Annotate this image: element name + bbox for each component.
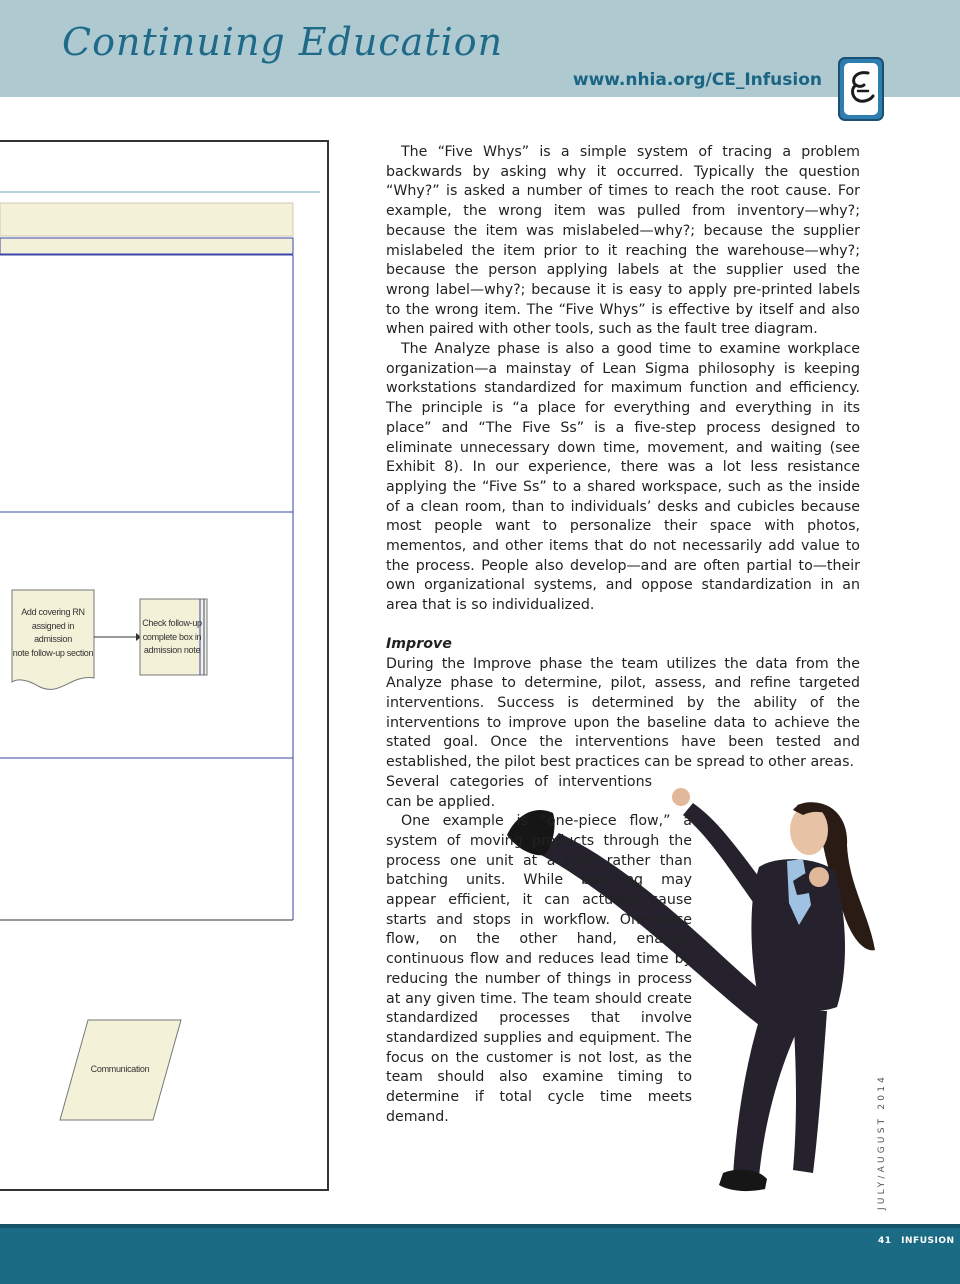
- magazine-name: INFUSION: [901, 1236, 955, 1246]
- folio: [878, 1236, 955, 1246]
- flow-step-add-covering-rn: Add covering RN assigned in admission note follow-up section: [12, 607, 94, 658]
- page-header: [0, 0, 960, 97]
- paragraph-analyze-phase: The Analyze phase is also a good time to examine workplace organization—a mainstay of Lean Sigma philosophy is keeping workstations standardized for maximum function and efficiency. The principle is “a place for everything and everything in its place” and “The Five Ss” is a five-step process designed to eliminate unnecessary down time, movement, and waiting (see Exhibit 8). In our experience, there was a lot less resistance applying the “Five Ss” to a shared workspace, such as the inside of a clean room, than to individuals’ desks and cubicles because most people want to personalize their space with photos, mementos, and other items that do not necessarily add value to the process. People also develop—and are often partial to—their own organizational systems, and oppose standardization in an area that is so individualized.: [386, 341, 860, 614]
- heading-improve: Improve: [386, 635, 452, 652]
- ce-logo-icon: [838, 57, 884, 121]
- flowchart-diagram: [0, 140, 330, 1192]
- flow-step-check-follow-up: Check follow-up complete box in admission note: [142, 618, 202, 655]
- footer-rule: [0, 1224, 960, 1228]
- issue-date: JULY/AUGUST 2014: [877, 1073, 887, 1210]
- paragraph-one-piece-flow: One example is “one-piece flow,” a system of moving products through the process one unit at a time rather than batching units. While batching may appear efficient, it can actually cause starts and stops in workflow. One-piece flow, on the other hand, enables continuous flow and reduces lead time by reducing the number of things in process at any given time. The team should create standardized processes that involve standardized supplies and equipment. The focus on the customer is not lost, as the team should also examine timing to determine if total cycle time meets demand.: [386, 813, 692, 1125]
- page-footer: [0, 1224, 960, 1284]
- paragraph-five-whys: The “Five Whys” is a simple system of tracing a problem backwards by asking why it occurred. Typically the question “Why?” is asked a number of times to reach the root cause. For example, the wrong item was pulled from inventory—why?; because the item was mislabeled—why?; because the supplier mislabeled the item prior to it reaching the warehouse—why?; because the person applying labels at the supplier used the wrong label—why?; because it is easy to apply pre-printed labels to the wrong item. The “Five Whys” is effective by itself and also when paired with other tools, such as the fault tree diagram.: [386, 144, 860, 338]
- header-url-link[interactable]: www.nhia.org/CE_Infusion: [572, 70, 822, 90]
- article-body: [386, 143, 860, 1127]
- page-number: 41: [878, 1236, 892, 1246]
- paragraph-improve-phase: During the Improve phase the team utilizes the data from the Analyze phase to determine, pilot, assess, and refine targeted interventions. Success is determined by the ability of the interventions to improve upon the baseline data to achieve the stated goal. Once the interventions have been tested and established, the pilot best practices can be spread to other areas.: [386, 655, 860, 771]
- flow-step-communication: Communication: [90, 1064, 150, 1074]
- section-title: Continuing Education: [62, 20, 504, 64]
- paragraph-interventions: Several categories of interventions can be applied.: [386, 773, 652, 810]
